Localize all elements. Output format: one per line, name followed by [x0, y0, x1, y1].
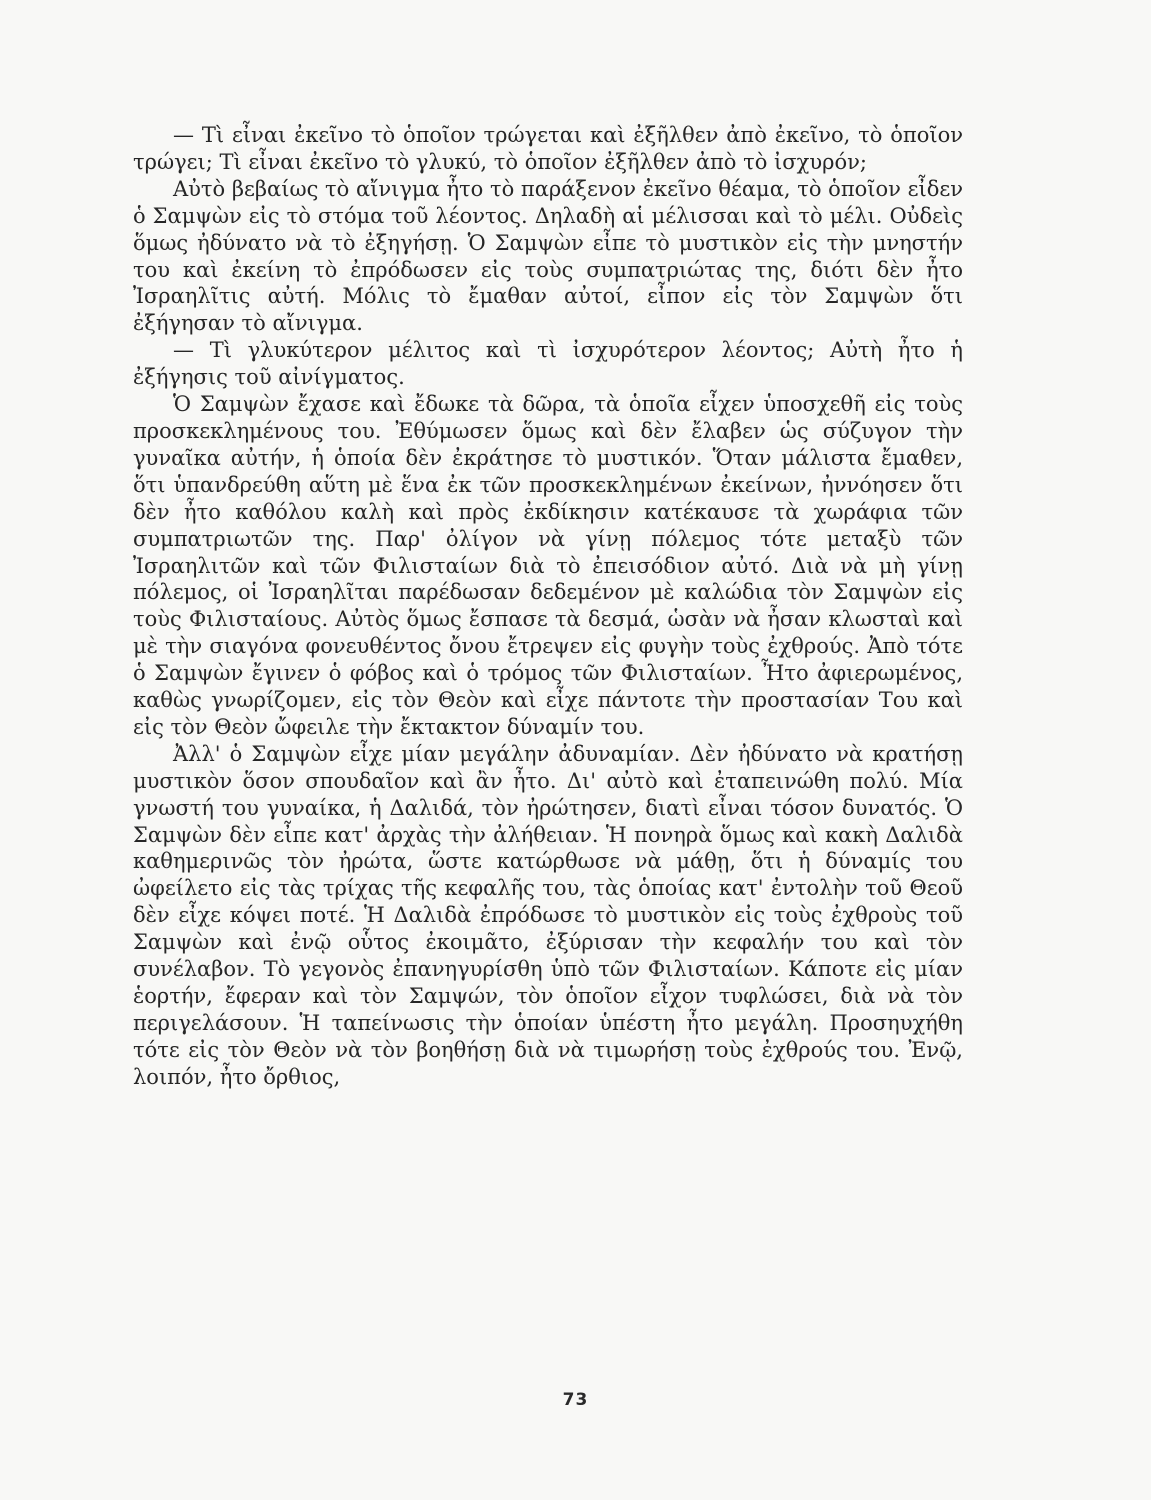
paragraph-5: Ἀλλ' ὁ Σαμψὼν εἶχε μίαν μεγάλην ἀδυναμίαν. Δὲν ἠδύνατο νὰ κρατήσῃ μυστικὸν ὅσον σπουδαῖον καὶ ἂν ἦτο. Δι' αὐτὸ καὶ ἐταπεινώθη πολύ. Μία γνωστή του γυναίκα, ἡ Δαλιδά, τὸν ἠρώτησεν, διατὶ εἶναι τόσον δυνατός. Ὁ Σαμψὼν δὲν εἶπε κατ' ἀρχὰς τὴν ἀλήθειαν. Ἡ πονηρὰ ὅμως καὶ κακὴ Δαλιδὰ καθημερινῶς τὸν ἠρώτα, ὥστε κατώρθωσε νὰ μάθῃ, ὅτι ἡ δύναμίς του ὠφείλετο εἰς τὰς τρίχας τῆς κεφαλῆς του, τὰς ὁποίας κατ' ἐντολὴν τοῦ Θεοῦ δὲν εἶχε κόψει ποτέ. Ἡ Δαλιδὰ ἐπρόδωσε τὸ μυστικὸν εἰς τοὺς ἐχθροὺς τοῦ Σαμψὼν καὶ ἐνῷ οὗτος ἐκοιμᾶτο, ἐξύρισαν τὴν κεφαλήν του καὶ τὸν συνέλαβον. Τὸ γεγονὸς ἐπανηγυρίσθη ὑπὸ τῶν Φιλισταίων. Κάποτε εἰς μίαν ἑορτήν, ἔφεραν καὶ τὸν Σαμψών, τὸν ὁποῖον εἶχον τυφλώσει, διὰ νὰ τὸν περιγελάσουν. Ἡ ταπείνωσις τὴν ὁποίαν ὑπέστη ἦτο μεγάλη. Προσηυχήθη τότε εἰς τὸν Θεὸν νὰ τὸν βοηθήσῃ διὰ νὰ τιμωρήσῃ τοὺς ἐχθρούς του. Ἐνῷ, λοιπόν, ἦτο ὄρθιος,: [133, 741, 963, 1089]
paragraph-4: Ὁ Σαμψὼν ἔχασε καὶ ἔδωκε τὰ δῶρα, τὰ ὁποῖα εἶχεν ὑποσχεθῆ εἰς τοὺς προσκεκλημένους του. Ἐθύμωσεν ὅμως καὶ δὲν ἔλαβεν ὡς σύζυγον τὴν γυναῖκα αὐτήν, ἡ ὁποία δὲν ἐκράτησε τὸ μυστικόν. Ὅταν μάλιστα ἔμαθεν, ὅτι ὑπανδρεύθη αὕτη μὲ ἕνα ἐκ τῶν προσκεκλημένων ἐκείνων, ἠννόησεν ὅτι δὲν ἦτο καθόλου καλὴ καὶ πρὸς ἐκδίκησιν κατέκαυσε τὰ χωράφια τῶν συμπατριωτῶν της. Παρ' ὀλίγον νὰ γίνῃ πόλεμος τότε μεταξὺ τῶν Ἰσραηλιτῶν καὶ τῶν Φιλισταίων διὰ τὸ ἐπεισόδιον αὐτό. Διὰ νὰ μὴ γίνῃ πόλεμος, οἱ Ἰσραηλῖται παρέδωσαν δεδεμένον μὲ καλώδια τὸν Σαμψὼν εἰς τοὺς Φιλισταίους. Αὐτὸς ὅμως ἔσπασε τὰ δεσμά, ὡσὰν νὰ ἦσαν κλωσταὶ καὶ μὲ τὴν σιαγόνα φονευθέντος ὄνου ἔτρεψεν εἰς φυγὴν τοὺς ἐχθρούς. Ἀπὸ τότε ὁ Σαμψὼν ἔγινεν ὁ φόβος καὶ ὁ τρόμος τῶν Φιλισταίων. Ἦτο ἀφιερωμένος, καθὼς γνωρίζομεν, εἰς τὸν Θεὸν καὶ εἶχε πάντοτε τὴν προστασίαν Του καὶ εἰς τὸν Θεὸν ὤφειλε τὴν ἔκτακτον δύναμίν του.: [133, 392, 963, 739]
page-number: 73: [562, 1390, 589, 1410]
body-text: [133, 122, 963, 1091]
paragraph-1: — Τὶ εἶναι ἐκεῖνο τὸ ὁποῖον τρώγεται καὶ ἐξῆλθεν ἀπὸ ἐκεῖνο, τὸ ὁποῖον τρώγει; Τὶ εἶναι ἐκεῖνο τὸ γλυκύ, τὸ ὁποῖον ἐξῆλθεν ἀπὸ τὸ ἰσχυρόν;: [133, 123, 963, 174]
paragraph-2: Αὐτὸ βεβαίως τὸ αἴνιγμα ἦτο τὸ παράξενον ἐκεῖνο θέαμα, τὸ ὁποῖον εἶδεν ὁ Σαμψὼν εἰς τὸ στόμα τοῦ λέοντος. Δηλαδὴ αἱ μέλισσαι καὶ τὸ μέλι. Οὐδεὶς ὅμως ἠδύνατο νὰ τὸ ἐξηγήσῃ. Ὁ Σαμψὼν εἶπε τὸ μυστικὸν εἰς τὴν μνηστήν του καὶ ἐκείνη τὸ ἐπρόδωσεν εἰς τοὺς συμπατριώτας της, διότι δὲν ἦτο Ἰσραηλῖτις αὐτή. Μόλις τὸ ἔμαθαν αὐτοί, εἶπον εἰς τὸν Σαμψὼν ὅτι ἐξήγησαν τὸ αἴνιγμα.: [133, 176, 963, 336]
paragraph-3: — Τὶ γλυκύτερον μέλιτος καὶ τὶ ἰσχυρότερον λέοντος; Αὐτὴ ἦτο ἡ ἐξήγησις τοῦ αἰνίγματος.: [133, 338, 963, 390]
